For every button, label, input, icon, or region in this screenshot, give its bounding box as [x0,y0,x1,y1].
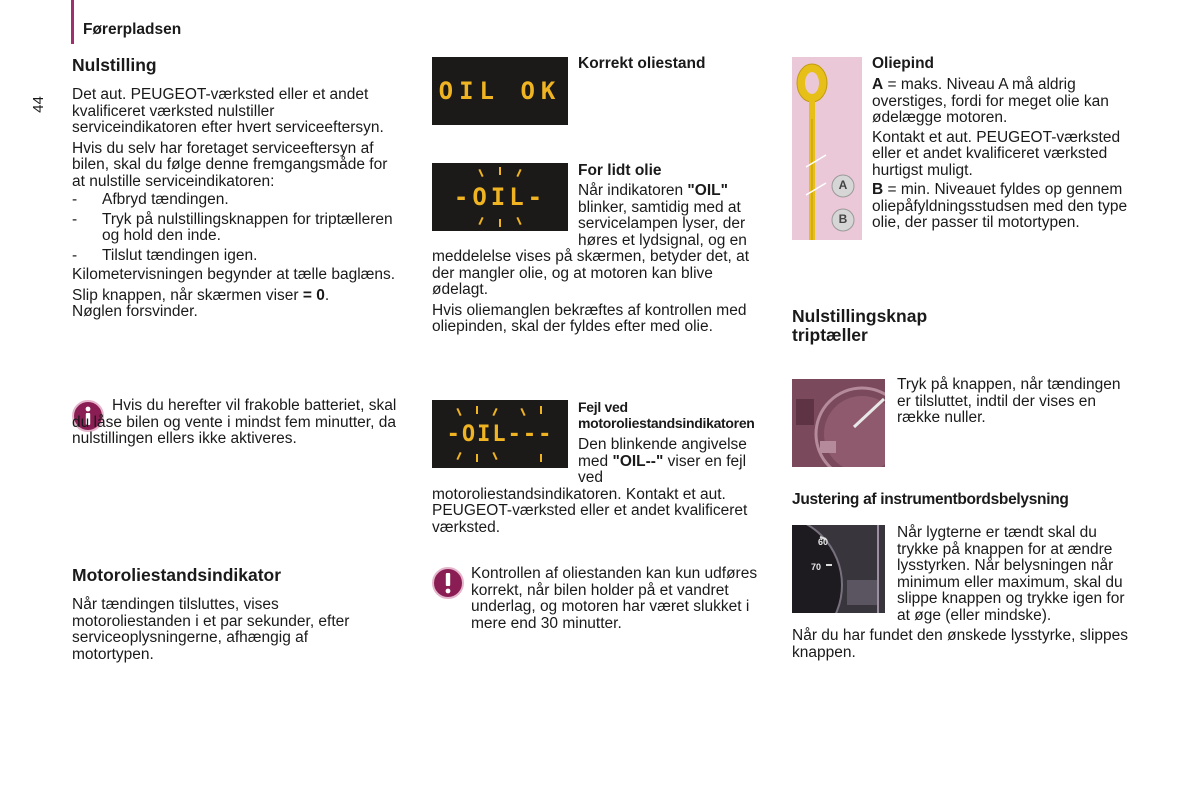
reset-paragraph-3: Kilometervisningen begynder at tælle baglæns. [72,266,396,283]
blink-ray [476,406,478,414]
reset-body [72,87,402,321]
reset-paragraph-5: Nøglen forsvinder. [72,303,198,320]
oil-low-p1-rest: blinker, samtidig med at servicelampen lyser, der høres et lydsignal, og en meddelelse vises på skærmen, betyder det, at der mangler olie, og at motoren kan blive ødelagt. [432,198,750,298]
engine-oil-heading: Motoroliestandsindikator [72,565,282,585]
info-note: Hvis du herefter vil frakoble batteriet, skal du låse bilen og vente i mindst fem minutter, da nulstillingen ellers ikke aktiveres. [72,397,397,447]
dipstick-a-paragraph-2: Kontakt et aut. PEUGEOT-værksted eller et andet kvalificeret værksted hurtigst muligt. [872,128,1121,179]
dipstick-a-paragraph [872,77,1132,127]
reset-heading: Nulstilling [72,55,157,75]
reset-p4-value: = 0 [302,286,325,304]
float-spacer [432,437,578,485]
reset-p4-text: Slip knappen, når skærmen viser [72,286,303,304]
dipstick-b-label: B [872,181,884,198]
oil-low-display-text: -OIL- [453,183,547,211]
gauge-mark-60: 60 [818,537,829,547]
oil-ok-display-text: OIL OK [438,77,562,105]
header-bar [71,0,74,44]
gauge-mark-70: 70 [811,562,822,572]
oil-low-paragraph-2: Hvis oliemanglen bekræftes af kontrollen med oliepinden, skal der fyldes efter med olie. [432,301,747,335]
dipstick-b-paragraph [872,182,1132,232]
oil-fault-heading: Fejl ved motoroliestandsindikatoren [578,399,755,431]
dipstick-text [872,77,1132,232]
section-title: Førerpladsen [83,21,182,38]
oil-low-p1-text: Når indikatoren [578,182,688,199]
oil-ok-heading: Korrekt oliestand [578,55,706,72]
trip-reset-text: Tryk på knappen, når tændingen er tilsluttet, indtil der vises en række nuller. [897,376,1121,426]
warning-icon [432,567,464,599]
engine-oil-text: Når tændingen tilsluttes, vises motoroliestanden i et par sekunder, efter serviceoplysningerne, afhængig af motortypen. [72,596,350,663]
oil-fault-display-text: -OIL--- [446,421,554,447]
trip-reset-heading [792,307,927,345]
dipstick-label-a: A [838,178,848,192]
float-spacer [792,525,897,621]
dipstick-image [792,57,862,240]
reset-step: - Afbryd tændingen. [72,192,402,209]
dipstick-b-text: = min. Niveauet fyldes op gennem oliepåfyldningsstudsen med den type olie, der passer til motortypen. [872,181,1128,231]
reset-paragraph-2: Hvis du selv har foretaget serviceeftersyn af bilen, skal du følge denne fremgangsmåde for at nulstille serviceindikatoren: [72,139,388,190]
trip-button-image [792,379,885,467]
dipstick-label-b: B [838,212,848,226]
warning-note: Kontrollen af oliestanden kan kun udføres korrekt, når bilen holder på et vandret underlag, og motoren har været slukket i mere end 30 minutter. [471,565,758,632]
oil-fault-text [432,437,762,536]
oil-fault-p1-rest: viser en fejl ved motoroliestandsindikatoren. Kontakt et aut. PEUGEOT-værksted eller et andet kvalificeret værksted. [432,452,748,536]
reset-step: - Tilslut tændingen igen. [72,248,402,265]
oil-low-heading: For lidt olie [578,162,662,179]
lighting-heading: Justering af instrumentbordsbelysning [792,491,1069,508]
oil-low-paragraph-1 [432,183,762,299]
page-number: 44 [29,96,47,113]
reset-steps [72,192,402,264]
lighting-p1-text: Når lygterne er tændt skal du trykke på knappen for at ændre lysstyrken. Når belysningen når minimum eller maximum, skal du slippe knappen og trykke igen for at øge (eller mindske). [897,524,1125,624]
dipstick-heading: Oliepind [872,55,934,72]
reset-p4-end: . [324,286,330,304]
oil-fault-p1-code: "OIL--" [612,452,664,470]
oil-low-p1-oil: "OIL" [687,182,728,199]
oil-ok-display [432,57,568,125]
oil-fault-paragraph [432,437,762,536]
oil-fault-p1-text: Den blinkende angivelse med [578,436,747,470]
lighting-text [792,525,1132,661]
lighting-paragraph-1 [792,525,1132,624]
dipstick-a-label: A [872,76,884,93]
reset-paragraph-4 [72,288,402,305]
lighting-paragraph-2: Når du har fundet den ønskede lysstyrke, slippes knappen. [792,627,1129,661]
float-spacer [432,183,578,247]
dipstick-a-text: = maks. Niveau A må aldrig overstiges, fordi for meget olie kan ødelægge motoren. [872,76,1109,126]
oil-low-text [432,183,762,336]
blink-ray [499,167,501,175]
reset-step: - Tryk på nulstillingsknappen for triptælleren og hold den inde. [72,212,402,245]
trip-reset-heading-1: Nulstillingsknap [792,306,928,326]
trip-reset-heading-2: triptæller [792,325,868,345]
blink-ray [540,406,542,414]
reset-paragraph-1: Det aut. PEUGEOT-værksted eller et andet kvalificeret værksted nulstiller serviceindikatoren efter hvert serviceeftersyn. [72,86,384,136]
